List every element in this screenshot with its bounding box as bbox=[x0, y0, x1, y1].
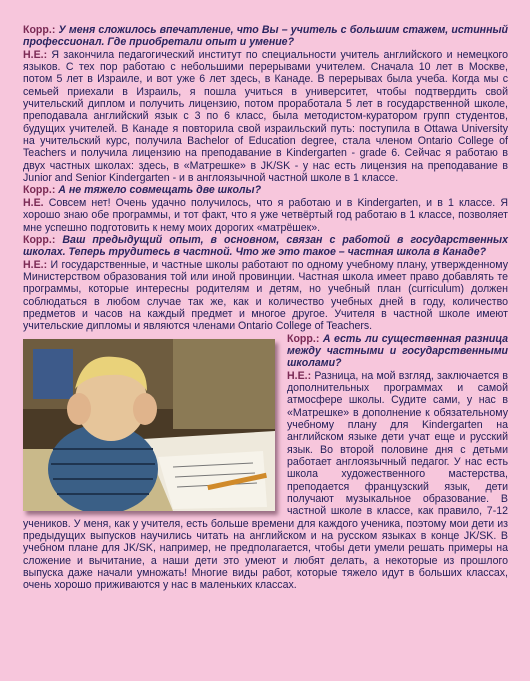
answer-1 bbox=[23, 49, 508, 185]
speaker-tag: Корр.: bbox=[23, 184, 56, 197]
question-2 bbox=[23, 184, 508, 196]
answer-3 bbox=[23, 259, 508, 333]
speaker-tag: Н.Е.: bbox=[23, 48, 48, 61]
speaker-tag: Н.Е.: bbox=[287, 369, 312, 382]
answer-text: Совсем нет! Очень удачно получилось, что я работаю и в Kindergarten, и в 1 классе. Я хорошо знаю обе программы, и тот факт, что я уже четвёртый год работаю в 1 классе, позволяет мне успешно подготовить к нему моих дорогих «матрёшек». bbox=[23, 196, 508, 234]
speaker-tag: Корр.: bbox=[23, 24, 56, 36]
question-3 bbox=[23, 234, 508, 259]
question-text: А не тяжело совмещать две школы? bbox=[55, 184, 262, 197]
answer-text: И государственные, и частные школы работают по одному учебному плану, утвержденному Министерством образования той или иной провинции. Частная школа имеет право добавлять те программы, которые интересны родителям и детям, но учебный план (curriculum) должен соблюдаться в любом случае так же, как и количество учебных дней в году, количество предметов и часов на каждый предмет и многое другое. Учителя в частной школе имеют учительские дипломы и являются членами Ontario College of Teachers. bbox=[23, 258, 508, 333]
speaker-tag: Корр.: bbox=[287, 332, 320, 345]
speaker-tag: Н.Е. bbox=[23, 196, 44, 209]
answer-text: Разница, на мой взгляд, заключается в дополнительных программах и самой атмосфере школы. Судите сами, у нас в «Матрешке» в дополнение к обязательному учебному плану для Kindergarten на английском языке дети учат еще и русский язык. Во второй половине дня с детьми работает англоязычный педагог. У нас есть школа художественного мастерства, преподается французский язык, дети получают музыкальное образование. В частной школе в классе, как правило, 7-12 учеников. У меня, как у учителя, есть больше времени для каждого ученика, поэтому мои дети из предыдущих выпусков научились читать на английском и на русском языках в конце JK/SK. В учебном плане для JK/SK, например, не предполагается, чтобы дети умели решать примеры на сложение и вычитание, а наши дети это умеют и любят делать, а некоторые из прошлого выпуска даже начали умножать! Многие виды работ, которые тяжело идут в больших классах, очень хорошо приживаются у нас в маленьких классах. bbox=[23, 369, 508, 592]
child-reading-photo bbox=[23, 339, 275, 511]
photo-image bbox=[23, 339, 275, 511]
question-text: А есть ли существенная разница между частными и государственными школами? bbox=[287, 332, 508, 370]
answer-text: Я закончила педагогический институт по специальности учитель английского и немецкого языков. С тех пор работаю с небольшими перерывами учителем. Сначала 10 лет в Москве, потом 5 лет в Израиле, и вот уже 6 лет здесь, в Канаде. В перерывах была учеба. Когда мы с семьей приехали в Израиль, я пошла учиться в университет, чтобы подтвердить свой учительский диплом и получить лицензию, потом проработала 5 лет в государственной школе, преподавала английский язык с 3 по 6 класс, была методистом-куратором групп студентов, будущих учителей. В Канаде я повторила свой израильский путь: поступила в Ottawa University на учительский курс, получила Bachelor of Education degree, стала членом Ontario College of Teachers и получила лицензию на преподавание в Kindergarten - grade 6. Сейчас я работаю в двух частных школах: здесь, в «Матрешке» в JK/SK - у нас есть лицензия на преподавание в Junior and Senior Kindergarten - и в англоязычной частной школе в 1 классе. bbox=[23, 48, 508, 185]
question-text: Ваш предыдущий опыт, в основном, связан с работой в государственных школах. Теперь трудитесь в частной. Что же это такое – частная школа в Канаде? bbox=[23, 233, 508, 259]
question-text: У меня сложилось впечатление, что Вы – учитель с большим стажем, истинный профессионал. Где приобретали опыт и умение? bbox=[23, 24, 508, 49]
speaker-tag: Корр.: bbox=[23, 233, 56, 246]
answer-2 bbox=[23, 197, 508, 234]
question-1 bbox=[23, 24, 508, 49]
speaker-tag: Н.Е.: bbox=[23, 258, 48, 271]
